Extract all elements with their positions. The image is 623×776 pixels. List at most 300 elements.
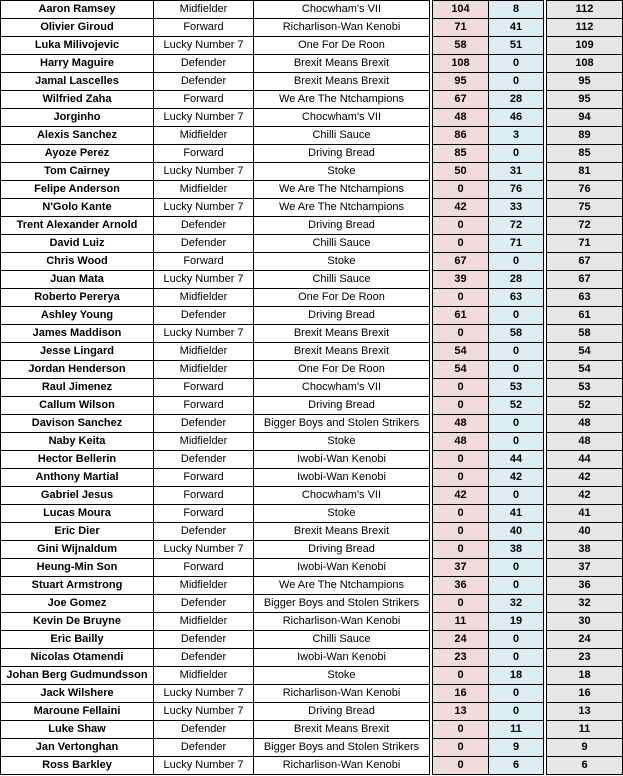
total-points-cell: 37: [547, 559, 623, 577]
points-a-cell: 36: [433, 577, 489, 595]
team-cell: Driving Bread: [254, 703, 430, 721]
points-b-cell: 0: [489, 433, 544, 451]
total-points-cell: 61: [547, 307, 623, 325]
player-name-cell: Ashley Young: [1, 307, 154, 325]
points-b-cell: 41: [489, 505, 544, 523]
team-cell: Driving Bread: [254, 397, 430, 415]
table-row: [1, 433, 623, 451]
points-b-cell: 6: [489, 757, 544, 775]
total-points-cell: 32: [547, 595, 623, 613]
points-a-cell: 67: [433, 91, 489, 109]
table-row: [1, 631, 623, 649]
total-points-cell: 6: [547, 757, 623, 775]
player-name-cell: Nicolas Otamendi: [1, 649, 154, 667]
table-row: [1, 91, 623, 109]
team-cell: Brexit Means Brexit: [254, 523, 430, 541]
table-row: [1, 181, 623, 199]
table-row: [1, 721, 623, 739]
points-b-cell: 0: [489, 649, 544, 667]
team-cell: Richarlison-Wan Kenobi: [254, 19, 430, 37]
points-a-cell: 54: [433, 361, 489, 379]
player-name-cell: Alexis Sanchez: [1, 127, 154, 145]
points-a-cell: 71: [433, 19, 489, 37]
player-name-cell: Gabriel Jesus: [1, 487, 154, 505]
points-b-cell: 0: [489, 415, 544, 433]
points-b-cell: 71: [489, 235, 544, 253]
points-a-cell: 24: [433, 631, 489, 649]
points-b-cell: 0: [489, 559, 544, 577]
team-cell: Chilli Sauce: [254, 235, 430, 253]
table-row: [1, 199, 623, 217]
total-points-cell: 54: [547, 361, 623, 379]
team-cell: Iwobi-Wan Kenobi: [254, 649, 430, 667]
player-name-cell: Felipe Anderson: [1, 181, 154, 199]
position-cell: Lucky Number 7: [154, 325, 254, 343]
points-a-cell: 0: [433, 289, 489, 307]
player-name-cell: Olivier Giroud: [1, 19, 154, 37]
player-name-cell: Jack Wilshere: [1, 685, 154, 703]
total-points-cell: 30: [547, 613, 623, 631]
team-cell: Bigger Boys and Stolen Strikers: [254, 595, 430, 613]
position-cell: Lucky Number 7: [154, 757, 254, 775]
points-b-cell: 31: [489, 163, 544, 181]
position-cell: Defender: [154, 523, 254, 541]
position-cell: Defender: [154, 73, 254, 91]
player-name-cell: Luka Milivojevic: [1, 37, 154, 55]
table-row: [1, 289, 623, 307]
position-cell: Midfielder: [154, 577, 254, 595]
total-points-cell: 58: [547, 325, 623, 343]
points-b-cell: 0: [489, 307, 544, 325]
team-cell: Stoke: [254, 505, 430, 523]
total-points-cell: 89: [547, 127, 623, 145]
player-name-cell: Gini Wijnaldum: [1, 541, 154, 559]
table-row: [1, 541, 623, 559]
table-row: [1, 613, 623, 631]
table-row: [1, 505, 623, 523]
position-cell: Midfielder: [154, 127, 254, 145]
team-cell: Brexit Means Brexit: [254, 325, 430, 343]
team-cell: We Are The Ntchampions: [254, 199, 430, 217]
position-cell: Forward: [154, 253, 254, 271]
player-name-cell: Hector Bellerin: [1, 451, 154, 469]
total-points-cell: 75: [547, 199, 623, 217]
points-b-cell: 3: [489, 127, 544, 145]
table-row: [1, 1, 623, 19]
team-cell: Chilli Sauce: [254, 631, 430, 649]
team-cell: Iwobi-Wan Kenobi: [254, 451, 430, 469]
player-name-cell: Luke Shaw: [1, 721, 154, 739]
position-cell: Midfielder: [154, 433, 254, 451]
total-points-cell: 95: [547, 73, 623, 91]
total-points-cell: 36: [547, 577, 623, 595]
player-name-cell: Jorginho: [1, 109, 154, 127]
team-cell: Stoke: [254, 253, 430, 271]
points-b-cell: 32: [489, 595, 544, 613]
points-a-cell: 0: [433, 739, 489, 757]
table-row: [1, 649, 623, 667]
points-a-cell: 104: [433, 1, 489, 19]
team-cell: Richarlison-Wan Kenobi: [254, 757, 430, 775]
player-name-cell: Chris Wood: [1, 253, 154, 271]
points-b-cell: 28: [489, 91, 544, 109]
table-body: [1, 1, 623, 775]
total-points-cell: 13: [547, 703, 623, 721]
player-name-cell: Jan Vertonghan: [1, 739, 154, 757]
points-a-cell: 16: [433, 685, 489, 703]
total-points-cell: 63: [547, 289, 623, 307]
player-name-cell: David Luiz: [1, 235, 154, 253]
points-b-cell: 33: [489, 199, 544, 217]
points-b-cell: 72: [489, 217, 544, 235]
total-points-cell: 76: [547, 181, 623, 199]
table-row: [1, 559, 623, 577]
total-points-cell: 38: [547, 541, 623, 559]
points-a-cell: 23: [433, 649, 489, 667]
points-a-cell: 61: [433, 307, 489, 325]
total-points-cell: 54: [547, 343, 623, 361]
position-cell: Forward: [154, 19, 254, 37]
player-name-cell: Ross Barkley: [1, 757, 154, 775]
table-row: [1, 217, 623, 235]
points-b-cell: 0: [489, 55, 544, 73]
table-row: [1, 109, 623, 127]
table-row: [1, 163, 623, 181]
team-cell: Stoke: [254, 433, 430, 451]
player-name-cell: Jamal Lascelles: [1, 73, 154, 91]
total-points-cell: 18: [547, 667, 623, 685]
total-points-cell: 48: [547, 415, 623, 433]
points-a-cell: 0: [433, 235, 489, 253]
team-cell: Chocwham's VII: [254, 1, 430, 19]
team-cell: Driving Bread: [254, 307, 430, 325]
points-a-cell: 0: [433, 379, 489, 397]
position-cell: Forward: [154, 145, 254, 163]
table-row: [1, 325, 623, 343]
team-cell: Brexit Means Brexit: [254, 721, 430, 739]
points-a-cell: 11: [433, 613, 489, 631]
position-cell: Lucky Number 7: [154, 37, 254, 55]
points-b-cell: 40: [489, 523, 544, 541]
player-name-cell: James Maddison: [1, 325, 154, 343]
total-points-cell: 52: [547, 397, 623, 415]
position-cell: Lucky Number 7: [154, 199, 254, 217]
player-name-cell: N'Golo Kante: [1, 199, 154, 217]
team-cell: We Are The Ntchampions: [254, 91, 430, 109]
total-points-cell: 67: [547, 253, 623, 271]
points-b-cell: 11: [489, 721, 544, 739]
table-row: [1, 343, 623, 361]
team-cell: Chocwham's VII: [254, 109, 430, 127]
table-row: [1, 523, 623, 541]
points-a-cell: 0: [433, 325, 489, 343]
table-row: [1, 73, 623, 91]
player-name-cell: Joe Gomez: [1, 595, 154, 613]
table-row: [1, 757, 623, 775]
position-cell: Defender: [154, 217, 254, 235]
total-points-cell: 85: [547, 145, 623, 163]
position-cell: Lucky Number 7: [154, 163, 254, 181]
player-name-cell: Johan Berg Gudmundsson: [1, 667, 154, 685]
table-row: [1, 667, 623, 685]
total-points-cell: 112: [547, 1, 623, 19]
total-points-cell: 9: [547, 739, 623, 757]
team-cell: Stoke: [254, 667, 430, 685]
points-b-cell: 46: [489, 109, 544, 127]
player-name-cell: Callum Wilson: [1, 397, 154, 415]
points-b-cell: 8: [489, 1, 544, 19]
player-name-cell: Trent Alexander Arnold: [1, 217, 154, 235]
team-cell: Chilli Sauce: [254, 127, 430, 145]
position-cell: Defender: [154, 451, 254, 469]
position-cell: Defender: [154, 415, 254, 433]
team-cell: Chocwham's VII: [254, 379, 430, 397]
team-cell: Iwobi-Wan Kenobi: [254, 559, 430, 577]
position-cell: Lucky Number 7: [154, 271, 254, 289]
player-name-cell: Heung-Min Son: [1, 559, 154, 577]
player-name-cell: Aaron Ramsey: [1, 1, 154, 19]
position-cell: Midfielder: [154, 613, 254, 631]
total-points-cell: 109: [547, 37, 623, 55]
team-cell: We Are The Ntchampions: [254, 181, 430, 199]
total-points-cell: 71: [547, 235, 623, 253]
player-name-cell: Jesse Lingard: [1, 343, 154, 361]
points-b-cell: 0: [489, 253, 544, 271]
player-name-cell: Stuart Armstrong: [1, 577, 154, 595]
player-name-cell: Juan Mata: [1, 271, 154, 289]
total-points-cell: 11: [547, 721, 623, 739]
table-row: [1, 145, 623, 163]
table-row: [1, 739, 623, 757]
points-a-cell: 0: [433, 469, 489, 487]
table-row: [1, 487, 623, 505]
total-points-cell: 40: [547, 523, 623, 541]
table-row: [1, 595, 623, 613]
points-a-cell: 42: [433, 199, 489, 217]
points-b-cell: 18: [489, 667, 544, 685]
table-row: [1, 469, 623, 487]
points-a-cell: 0: [433, 181, 489, 199]
player-name-cell: Maroune Fellaini: [1, 703, 154, 721]
team-cell: Brexit Means Brexit: [254, 55, 430, 73]
table-row: [1, 55, 623, 73]
player-name-cell: Tom Cairney: [1, 163, 154, 181]
table-row: [1, 577, 623, 595]
position-cell: Defender: [154, 595, 254, 613]
points-b-cell: 44: [489, 451, 544, 469]
position-cell: Defender: [154, 631, 254, 649]
player-name-cell: Eric Dier: [1, 523, 154, 541]
total-points-cell: 23: [547, 649, 623, 667]
position-cell: Midfielder: [154, 343, 254, 361]
position-cell: Forward: [154, 379, 254, 397]
position-cell: Defender: [154, 649, 254, 667]
position-cell: Defender: [154, 235, 254, 253]
table-row: [1, 271, 623, 289]
points-a-cell: 58: [433, 37, 489, 55]
points-b-cell: 38: [489, 541, 544, 559]
position-cell: Lucky Number 7: [154, 685, 254, 703]
team-cell: One For De Roon: [254, 289, 430, 307]
total-points-cell: 41: [547, 505, 623, 523]
player-name-cell: Jordan Henderson: [1, 361, 154, 379]
points-a-cell: 0: [433, 505, 489, 523]
points-a-cell: 42: [433, 487, 489, 505]
points-b-cell: 0: [489, 487, 544, 505]
total-points-cell: 95: [547, 91, 623, 109]
player-name-cell: Raul Jimenez: [1, 379, 154, 397]
points-b-cell: 0: [489, 73, 544, 91]
position-cell: Forward: [154, 505, 254, 523]
total-points-cell: 72: [547, 217, 623, 235]
table-row: [1, 235, 623, 253]
player-name-cell: Harry Maguire: [1, 55, 154, 73]
total-points-cell: 112: [547, 19, 623, 37]
points-b-cell: 63: [489, 289, 544, 307]
player-name-cell: Davison Sanchez: [1, 415, 154, 433]
player-name-cell: Anthony Martial: [1, 469, 154, 487]
points-b-cell: 9: [489, 739, 544, 757]
points-b-cell: 52: [489, 397, 544, 415]
points-b-cell: 76: [489, 181, 544, 199]
position-cell: Forward: [154, 91, 254, 109]
position-cell: Lucky Number 7: [154, 109, 254, 127]
table-row: [1, 19, 623, 37]
team-cell: Stoke: [254, 163, 430, 181]
team-cell: Brexit Means Brexit: [254, 73, 430, 91]
table-row: [1, 451, 623, 469]
position-cell: Lucky Number 7: [154, 541, 254, 559]
points-a-cell: 0: [433, 217, 489, 235]
points-b-cell: 42: [489, 469, 544, 487]
total-points-cell: 42: [547, 469, 623, 487]
points-a-cell: 95: [433, 73, 489, 91]
points-a-cell: 13: [433, 703, 489, 721]
player-name-cell: Eric Bailly: [1, 631, 154, 649]
team-cell: One For De Roon: [254, 37, 430, 55]
points-a-cell: 108: [433, 55, 489, 73]
points-a-cell: 48: [433, 433, 489, 451]
team-cell: Driving Bread: [254, 541, 430, 559]
team-cell: Richarlison-Wan Kenobi: [254, 685, 430, 703]
points-b-cell: 0: [489, 361, 544, 379]
table-row: [1, 703, 623, 721]
player-name-cell: Naby Keita: [1, 433, 154, 451]
points-a-cell: 37: [433, 559, 489, 577]
points-a-cell: 86: [433, 127, 489, 145]
table-row: [1, 127, 623, 145]
points-a-cell: 0: [433, 757, 489, 775]
team-cell: Chilli Sauce: [254, 271, 430, 289]
table-row: [1, 37, 623, 55]
points-b-cell: 0: [489, 343, 544, 361]
total-points-cell: 67: [547, 271, 623, 289]
team-cell: Iwobi-Wan Kenobi: [254, 469, 430, 487]
points-b-cell: 53: [489, 379, 544, 397]
points-a-cell: 0: [433, 397, 489, 415]
points-b-cell: 0: [489, 703, 544, 721]
points-a-cell: 0: [433, 667, 489, 685]
position-cell: Lucky Number 7: [154, 703, 254, 721]
total-points-cell: 94: [547, 109, 623, 127]
table-row: [1, 361, 623, 379]
position-cell: Midfielder: [154, 667, 254, 685]
total-points-cell: 53: [547, 379, 623, 397]
player-name-cell: Roberto Pererya: [1, 289, 154, 307]
points-b-cell: 19: [489, 613, 544, 631]
table-row: [1, 379, 623, 397]
team-cell: Bigger Boys and Stolen Strikers: [254, 415, 430, 433]
position-cell: Defender: [154, 739, 254, 757]
points-b-cell: 0: [489, 577, 544, 595]
points-a-cell: 67: [433, 253, 489, 271]
points-a-cell: 54: [433, 343, 489, 361]
position-cell: Defender: [154, 55, 254, 73]
points-a-cell: 0: [433, 595, 489, 613]
position-cell: Forward: [154, 559, 254, 577]
total-points-cell: 108: [547, 55, 623, 73]
points-b-cell: 51: [489, 37, 544, 55]
team-cell: Chocwham's VII: [254, 487, 430, 505]
position-cell: Defender: [154, 721, 254, 739]
total-points-cell: 42: [547, 487, 623, 505]
points-a-cell: 50: [433, 163, 489, 181]
table-row: [1, 397, 623, 415]
player-name-cell: Ayoze Perez: [1, 145, 154, 163]
total-points-cell: 81: [547, 163, 623, 181]
player-name-cell: Wilfried Zaha: [1, 91, 154, 109]
points-a-cell: 48: [433, 415, 489, 433]
points-a-cell: 0: [433, 721, 489, 739]
total-points-cell: 16: [547, 685, 623, 703]
player-name-cell: Lucas Moura: [1, 505, 154, 523]
team-cell: We Are The Ntchampions: [254, 577, 430, 595]
points-b-cell: 28: [489, 271, 544, 289]
points-a-cell: 0: [433, 541, 489, 559]
team-cell: Richarlison-Wan Kenobi: [254, 613, 430, 631]
points-b-cell: 58: [489, 325, 544, 343]
points-b-cell: 0: [489, 631, 544, 649]
team-cell: Driving Bread: [254, 217, 430, 235]
player-name-cell: Kevin De Bruyne: [1, 613, 154, 631]
points-a-cell: 0: [433, 451, 489, 469]
position-cell: Midfielder: [154, 181, 254, 199]
position-cell: Midfielder: [154, 1, 254, 19]
points-a-cell: 48: [433, 109, 489, 127]
position-cell: Forward: [154, 487, 254, 505]
total-points-cell: 48: [547, 433, 623, 451]
total-points-cell: 24: [547, 631, 623, 649]
table-row: [1, 307, 623, 325]
position-cell: Defender: [154, 307, 254, 325]
points-b-cell: 0: [489, 145, 544, 163]
table-row: [1, 415, 623, 433]
points-b-cell: 41: [489, 19, 544, 37]
team-cell: Driving Bread: [254, 145, 430, 163]
position-cell: Forward: [154, 469, 254, 487]
team-cell: One For De Roon: [254, 361, 430, 379]
position-cell: Midfielder: [154, 289, 254, 307]
points-a-cell: 39: [433, 271, 489, 289]
position-cell: Midfielder: [154, 361, 254, 379]
team-cell: Brexit Means Brexit: [254, 343, 430, 361]
team-cell: Bigger Boys and Stolen Strikers: [254, 739, 430, 757]
points-a-cell: 85: [433, 145, 489, 163]
total-points-cell: 44: [547, 451, 623, 469]
table-row: [1, 685, 623, 703]
table-row: [1, 253, 623, 271]
position-cell: Forward: [154, 397, 254, 415]
